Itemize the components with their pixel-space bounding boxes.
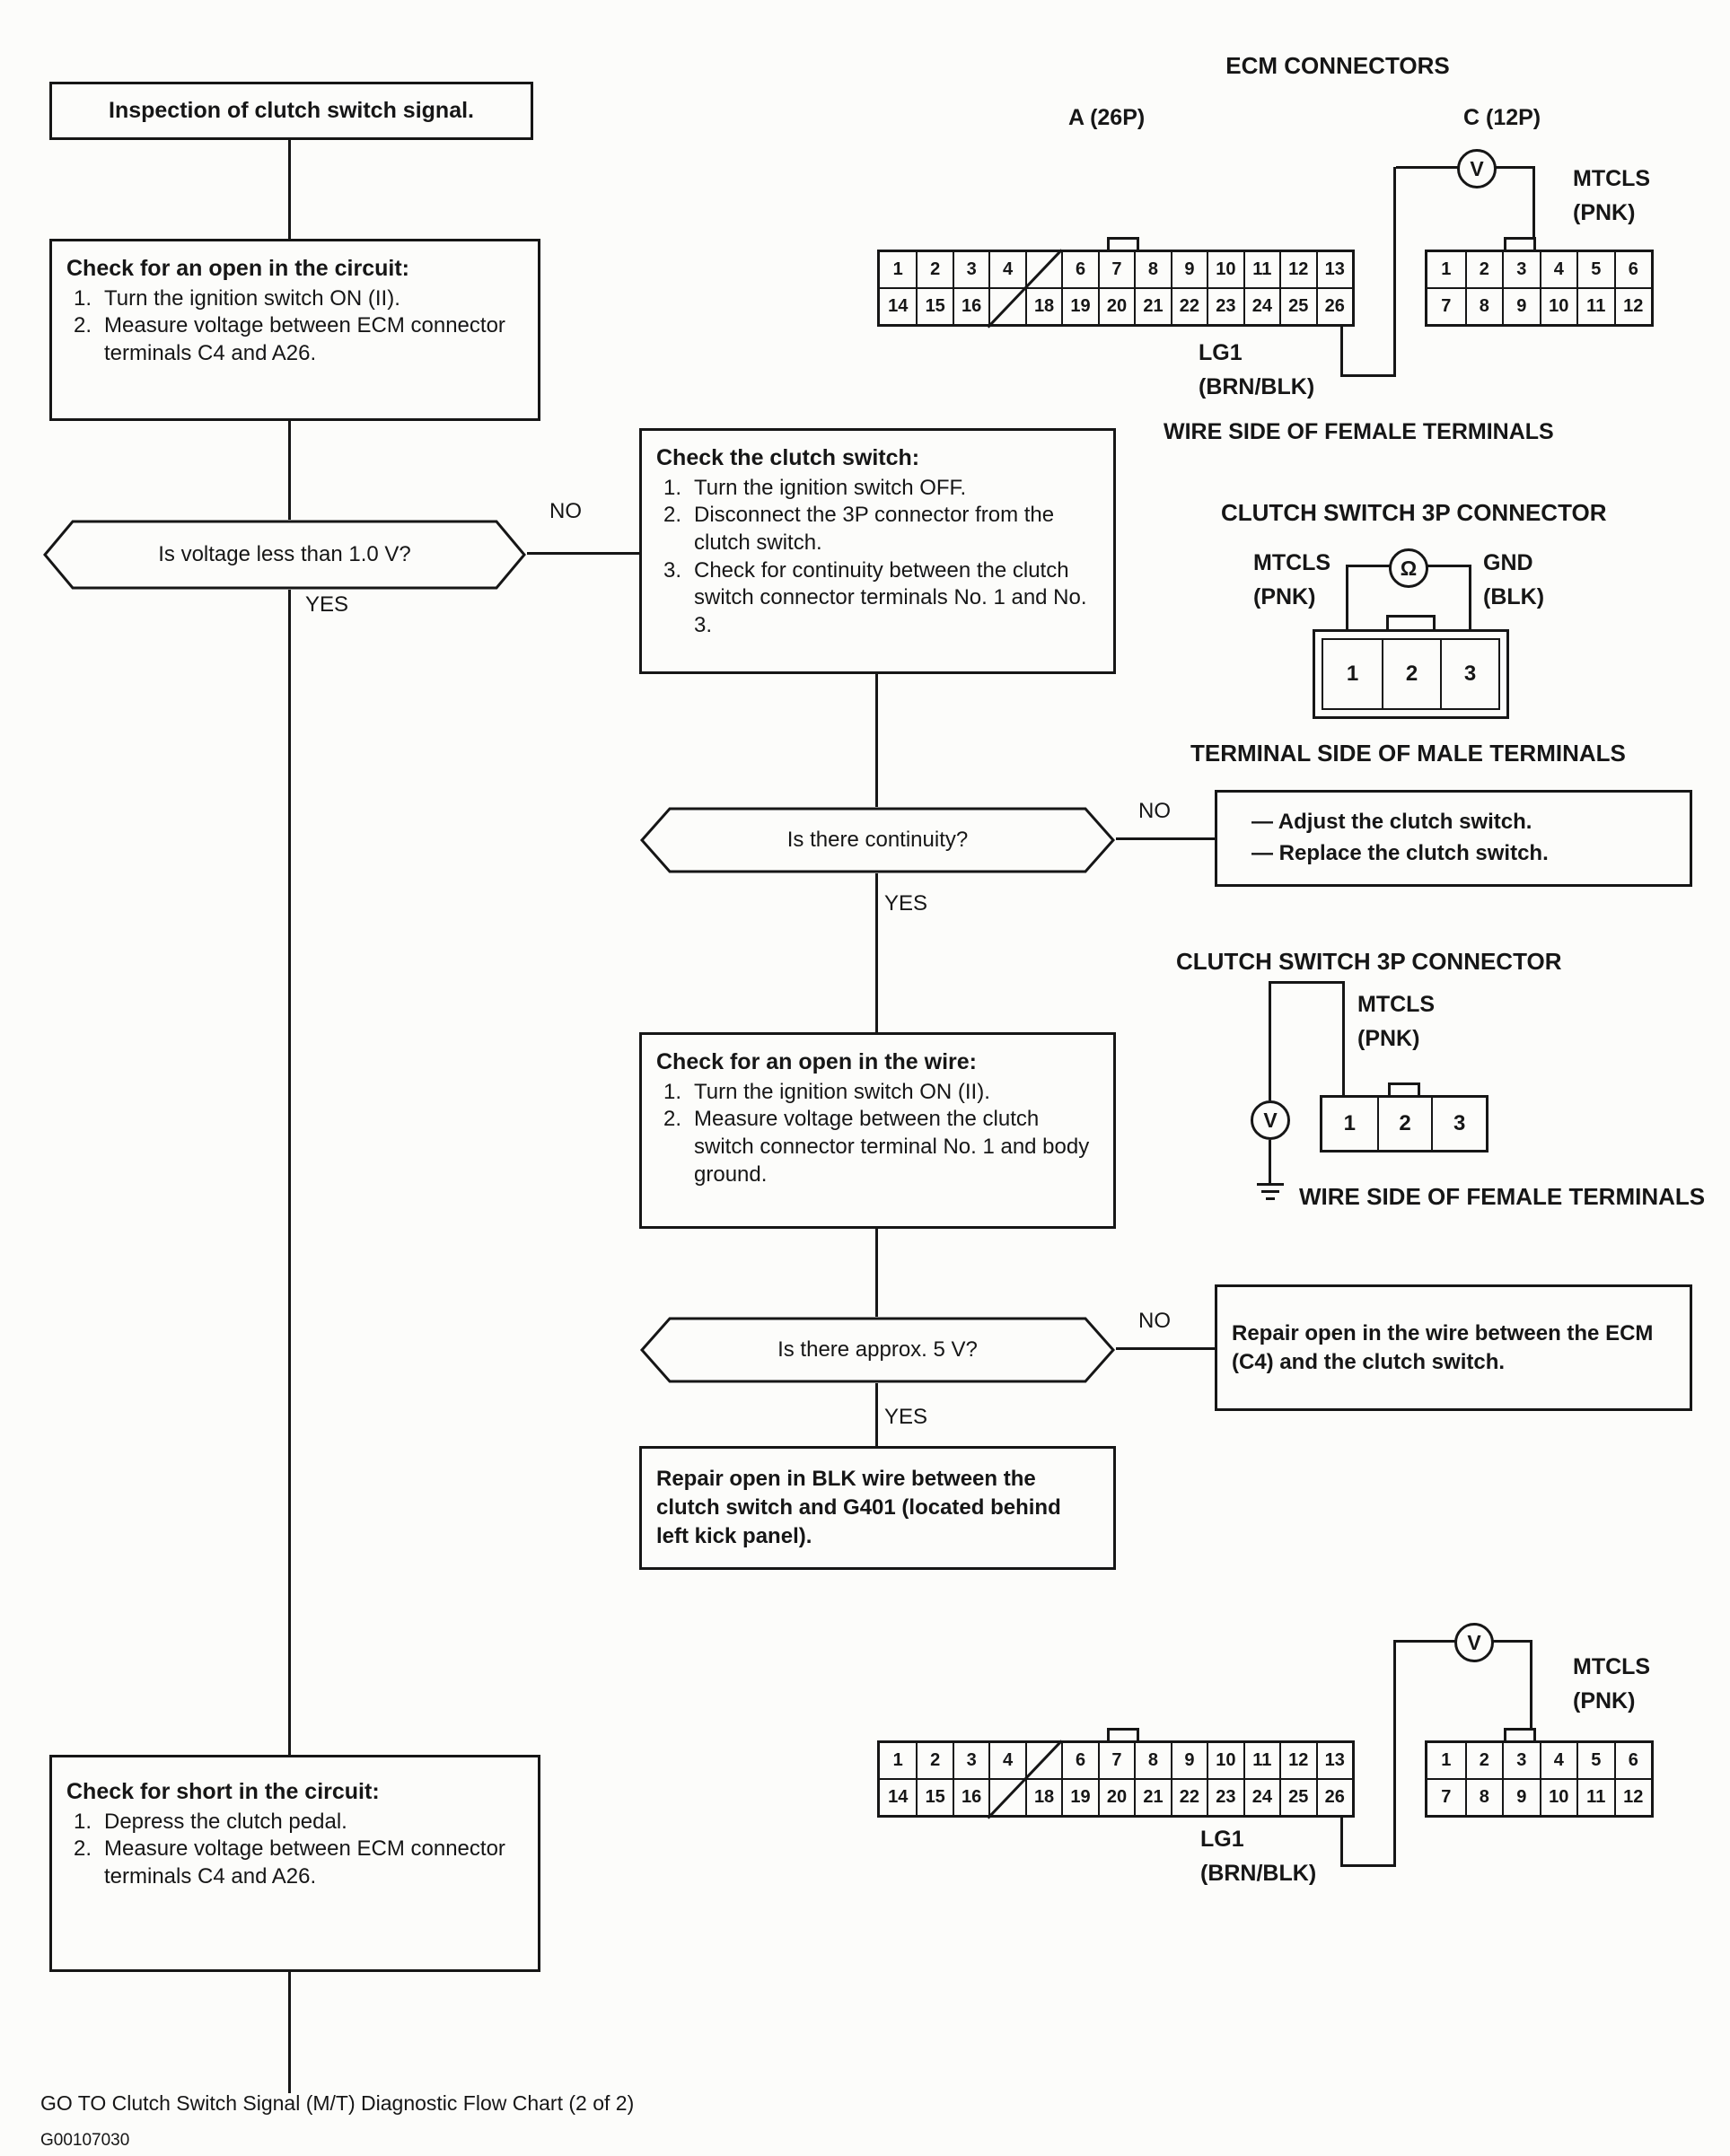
pin-cell: 13 bbox=[1316, 252, 1352, 287]
wire-line bbox=[1427, 565, 1471, 567]
pin-cell: 1 bbox=[892, 1750, 903, 1770]
connector-row bbox=[1427, 1778, 1651, 1815]
pin-cell: 2 bbox=[1465, 252, 1503, 287]
repair-blk-wire-text: Repair open in BLK wire between the clutch switch and G401 (located behind left kick panel). bbox=[656, 1467, 1061, 1548]
decision-continuity bbox=[639, 807, 1116, 873]
wire-line bbox=[1340, 1817, 1343, 1867]
pin-cell: 2 bbox=[916, 252, 952, 287]
pin-cell: 23 bbox=[1207, 1780, 1243, 1815]
terminal-side-label: TERMINAL SIDE OF MALE TERMINALS bbox=[1190, 740, 1626, 767]
pin-cell: 7 bbox=[1441, 296, 1452, 316]
brn-blk-label: (BRN/BLK) bbox=[1200, 1861, 1317, 1886]
pin-cell: 6 bbox=[1614, 252, 1652, 287]
connector-row bbox=[1427, 252, 1651, 287]
ground-icon bbox=[1266, 1197, 1275, 1200]
pin-cell: 4 bbox=[988, 1743, 1024, 1778]
blk-label: (BLK) bbox=[1483, 584, 1545, 609]
pin-cell: 22 bbox=[1171, 1780, 1207, 1815]
adjust-replace-box bbox=[1215, 790, 1692, 887]
step-item: Turn the ignition switch OFF. bbox=[694, 475, 967, 500]
voltmeter-symbol: V bbox=[1470, 156, 1484, 180]
start-box-label: Inspection of clutch switch signal. bbox=[109, 98, 474, 124]
connector-row bbox=[1427, 1743, 1651, 1778]
pin-cell: 1 bbox=[1441, 1750, 1452, 1770]
pin-cell: 26 bbox=[1316, 289, 1352, 324]
pin-cell: 4 bbox=[1540, 252, 1577, 287]
step-item: Disconnect the 3P connector from the clutch switch. bbox=[694, 503, 1055, 555]
ground-icon bbox=[1257, 1183, 1284, 1186]
document-code: G00107030 bbox=[40, 2131, 130, 2150]
pin-cell: 19 bbox=[1061, 1780, 1097, 1815]
flow-line bbox=[875, 1383, 878, 1446]
flow-line bbox=[288, 1972, 291, 2093]
wire-line bbox=[1270, 981, 1345, 984]
flow-line bbox=[288, 140, 291, 239]
pin-cell: 21 bbox=[1134, 1780, 1170, 1815]
flow-line-no bbox=[527, 552, 642, 555]
yes-label: YES bbox=[884, 1405, 928, 1429]
ecm-connector-a bbox=[877, 250, 1355, 327]
mtcls-label: MTCLS bbox=[1573, 166, 1651, 191]
pin-cell: 22 bbox=[1171, 289, 1207, 324]
mtcls-label: MTCLS bbox=[1573, 1654, 1651, 1679]
ecm-connector-c bbox=[1425, 1740, 1654, 1818]
pin-cell: 11 bbox=[1576, 1780, 1614, 1815]
pin-cell: 14 bbox=[888, 296, 909, 316]
ecm-connector-a bbox=[877, 1740, 1355, 1818]
pin-cell: 4 bbox=[988, 252, 1024, 287]
pin-cell: 12 bbox=[1614, 289, 1652, 324]
decision-5v-label: Is there approx. 5 V? bbox=[777, 1337, 978, 1362]
wire-line bbox=[1394, 1640, 1457, 1643]
pin-cell: 21 bbox=[1134, 289, 1170, 324]
pin-cell: 5 bbox=[1576, 1743, 1614, 1778]
pin-cell: 8 bbox=[1465, 289, 1503, 324]
wire-line bbox=[1340, 326, 1343, 377]
pin-cell: 18 bbox=[1025, 289, 1061, 324]
pin-cell: 10 bbox=[1207, 252, 1243, 287]
connector-row bbox=[880, 287, 1352, 324]
pin-cell: 24 bbox=[1243, 1780, 1279, 1815]
pin-cell: 24 bbox=[1243, 289, 1279, 324]
lg1-label: LG1 bbox=[1200, 1827, 1244, 1852]
pin-cell: 4 bbox=[1540, 1743, 1577, 1778]
ground-icon bbox=[1261, 1190, 1279, 1193]
pin-cell: 2 bbox=[916, 1743, 952, 1778]
wire-side-label: WIRE SIDE OF FEMALE TERMINALS bbox=[1299, 1183, 1706, 1210]
clutch-switch-3p-male bbox=[1313, 629, 1509, 719]
pin-cell: 25 bbox=[1279, 289, 1315, 324]
pin-cell: 1 bbox=[1343, 1111, 1356, 1135]
pin-cell: 15 bbox=[916, 1780, 952, 1815]
no-label: NO bbox=[1138, 799, 1171, 823]
no-label: NO bbox=[549, 499, 582, 523]
pin-cell: 2 bbox=[1465, 1743, 1503, 1778]
step-list bbox=[656, 1079, 1099, 1189]
step-item: Measure voltage between ECM connector terminals C4 and A26. bbox=[104, 313, 505, 365]
wire-side-label: WIRE SIDE OF FEMALE TERMINALS bbox=[1164, 419, 1554, 444]
connector-row bbox=[1427, 287, 1651, 324]
pin-cell: 1 bbox=[1441, 259, 1452, 279]
step-item: Turn the ignition switch ON (II). bbox=[694, 1079, 990, 1104]
voltmeter-icon bbox=[1251, 1100, 1290, 1140]
flow-line bbox=[288, 421, 291, 520]
connector-c-label: C (12P) bbox=[1463, 105, 1541, 130]
pin-cell: 9 bbox=[1171, 252, 1207, 287]
pin-cell: 7 bbox=[1098, 252, 1134, 287]
pin-cell: 20 bbox=[1098, 289, 1134, 324]
wire-line bbox=[1269, 981, 1271, 1100]
wire-line bbox=[1396, 166, 1459, 169]
pin-cell: 26 bbox=[1316, 1780, 1352, 1815]
decision-voltage-label: Is voltage less than 1.0 V? bbox=[158, 542, 411, 566]
flow-line-no bbox=[1116, 1347, 1216, 1350]
gnd-label: GND bbox=[1483, 550, 1533, 575]
voltmeter-symbol: V bbox=[1467, 1630, 1481, 1654]
pin-cell: 3 bbox=[1431, 1098, 1486, 1150]
flow-line bbox=[875, 1229, 878, 1317]
pin-cell: 25 bbox=[1279, 1780, 1315, 1815]
connector-row bbox=[880, 252, 1352, 287]
voltmeter-symbol: V bbox=[1263, 1108, 1278, 1132]
pin-cell: 3 bbox=[953, 252, 988, 287]
repair-ecm-wire-text: Repair open in the wire between the ECM (C4) and the clutch switch. bbox=[1232, 1320, 1654, 1374]
decision-5v bbox=[639, 1317, 1116, 1383]
decision-voltage bbox=[42, 520, 527, 590]
wire-line bbox=[1393, 167, 1396, 377]
pin-cell: 9 bbox=[1502, 289, 1540, 324]
pin-cell: 5 bbox=[1576, 252, 1614, 287]
ohmmeter-symbol: Ω bbox=[1400, 556, 1418, 580]
ohmmeter-icon bbox=[1389, 548, 1428, 588]
open-circuit-check-box bbox=[49, 239, 540, 421]
box-header: Check for short in the circuit: bbox=[66, 1779, 380, 1804]
no-label: NO bbox=[1138, 1309, 1171, 1333]
pnk-label: (PNK) bbox=[1357, 1026, 1420, 1051]
pin-cell: 9 bbox=[1171, 1743, 1207, 1778]
pin-cell: 11 bbox=[1576, 289, 1614, 324]
pin-cell: 8 bbox=[1134, 252, 1170, 287]
step-item: Measure voltage between the clutch switch connector terminal No. 1 and body ground. bbox=[694, 1107, 1090, 1187]
pin-cell: 19 bbox=[1061, 289, 1097, 324]
flow-line bbox=[288, 590, 291, 1755]
pin-cell: 6 bbox=[1061, 252, 1097, 287]
action-item: — Replace the clutch switch. bbox=[1251, 841, 1549, 865]
voltmeter-icon bbox=[1454, 1623, 1494, 1662]
pin-cell: 2 bbox=[1382, 640, 1440, 708]
connector-row bbox=[880, 1778, 1352, 1815]
action-item: — Adjust the clutch switch. bbox=[1251, 810, 1532, 835]
connector-row bbox=[1322, 638, 1500, 710]
pin-cell: 20 bbox=[1098, 1780, 1134, 1815]
short-circuit-check-box bbox=[49, 1755, 540, 1972]
pin-cell: 10 bbox=[1540, 289, 1577, 324]
clutch-switch-check-box bbox=[639, 428, 1116, 674]
pin-cell: 18 bbox=[1025, 1780, 1061, 1815]
flow-line-no bbox=[1116, 837, 1216, 840]
pin-cell: 12 bbox=[1279, 252, 1315, 287]
wire-line bbox=[1340, 1864, 1396, 1867]
pin-cell: 9 bbox=[1502, 1780, 1540, 1815]
action-list bbox=[1232, 807, 1675, 870]
wire-line bbox=[1346, 565, 1348, 629]
wire-line bbox=[1393, 1640, 1396, 1867]
yes-label: YES bbox=[305, 592, 349, 617]
pin-cell: 13 bbox=[1316, 1743, 1352, 1778]
wire-line bbox=[1269, 1140, 1271, 1183]
goto-reference-text: GO TO Clutch Switch Signal (M/T) Diagnostic Flow Chart (2 of 2) bbox=[40, 2091, 635, 2115]
pin-cell: 8 bbox=[1465, 1780, 1503, 1815]
pnk-label: (PNK) bbox=[1253, 584, 1316, 609]
wire-line bbox=[1469, 565, 1471, 629]
clutch-3p-title: CLUTCH SWITCH 3P CONNECTOR bbox=[1221, 499, 1607, 526]
clutch-switch-3p-female bbox=[1320, 1095, 1489, 1152]
pin-cell: 7 bbox=[1098, 1743, 1134, 1778]
pin-cell: 16 bbox=[953, 1780, 988, 1815]
step-item: Measure voltage between ECM connector terminals C4 and A26. bbox=[104, 1836, 505, 1889]
pin-cell: 2 bbox=[1377, 1098, 1432, 1150]
box-header: Check for an open in the circuit: bbox=[66, 256, 409, 281]
connector-row bbox=[1322, 1098, 1486, 1150]
step-item: Turn the ignition switch ON (II). bbox=[104, 285, 400, 311]
lg1-label: LG1 bbox=[1199, 340, 1243, 365]
pin-cell: 7 bbox=[1441, 1787, 1452, 1807]
yes-label: YES bbox=[884, 891, 928, 916]
pin-cell: 10 bbox=[1540, 1780, 1577, 1815]
pin-cell: 6 bbox=[1614, 1743, 1652, 1778]
wire-line bbox=[1492, 1640, 1532, 1643]
clutch-3p-title: CLUTCH SWITCH 3P CONNECTOR bbox=[1176, 948, 1562, 975]
connector-a-label: A (26P) bbox=[1068, 105, 1146, 130]
mtcls-label: MTCLS bbox=[1357, 992, 1436, 1017]
wire-line bbox=[1346, 565, 1391, 567]
start-box bbox=[49, 82, 533, 140]
open-wire-check-box bbox=[639, 1032, 1116, 1229]
pin-cell: 3 bbox=[1502, 252, 1540, 287]
flow-line bbox=[875, 873, 878, 1032]
repair-blk-wire-box bbox=[639, 1446, 1116, 1570]
connector-row bbox=[880, 1743, 1352, 1778]
pin-cell: 12 bbox=[1614, 1780, 1652, 1815]
step-item: Depress the clutch pedal. bbox=[104, 1809, 347, 1834]
pin-cell: 14 bbox=[888, 1787, 909, 1807]
pin-cell: 11 bbox=[1243, 1743, 1279, 1778]
step-list bbox=[656, 475, 1099, 640]
ecm-connector-c bbox=[1425, 250, 1654, 327]
pnk-label: (PNK) bbox=[1573, 1688, 1636, 1713]
pin-cell: 1 bbox=[892, 259, 903, 279]
pin-cell: 8 bbox=[1134, 1743, 1170, 1778]
wire-line bbox=[1530, 1643, 1532, 1740]
pin-cell: 15 bbox=[916, 289, 952, 324]
flow-line bbox=[875, 674, 878, 807]
voltmeter-icon bbox=[1457, 149, 1497, 188]
pin-cell: 11 bbox=[1243, 252, 1279, 287]
wire-line bbox=[1342, 981, 1345, 1095]
pin-cell: 12 bbox=[1279, 1743, 1315, 1778]
pnk-label: (PNK) bbox=[1573, 200, 1636, 225]
wire-line bbox=[1340, 374, 1396, 377]
step-item: Check for continuity between the clutch switch connector terminals No. 1 and No. 3. bbox=[694, 557, 1087, 638]
step-list bbox=[66, 1809, 523, 1891]
brn-blk-label: (BRN/BLK) bbox=[1199, 374, 1315, 399]
decision-continuity-label: Is there continuity? bbox=[786, 828, 969, 852]
step-list bbox=[66, 285, 523, 368]
pin-cell: 16 bbox=[953, 289, 988, 324]
mtcls-label: MTCLS bbox=[1253, 550, 1331, 575]
pin-cell: 1 bbox=[1346, 662, 1359, 686]
repair-ecm-wire-box bbox=[1215, 1284, 1692, 1411]
wire-line bbox=[1495, 166, 1535, 169]
ecm-connectors-title: ECM CONNECTORS bbox=[1225, 52, 1450, 79]
box-header: Check the clutch switch: bbox=[656, 445, 920, 470]
pin-cell: 10 bbox=[1207, 1743, 1243, 1778]
pin-cell: 6 bbox=[1061, 1743, 1097, 1778]
pin-cell: 3 bbox=[953, 1743, 988, 1778]
pin-cell: 23 bbox=[1207, 289, 1243, 324]
pin-cell: 3 bbox=[1440, 640, 1498, 708]
pin-cell: 3 bbox=[1502, 1743, 1540, 1778]
box-header: Check for an open in the wire: bbox=[656, 1049, 977, 1074]
